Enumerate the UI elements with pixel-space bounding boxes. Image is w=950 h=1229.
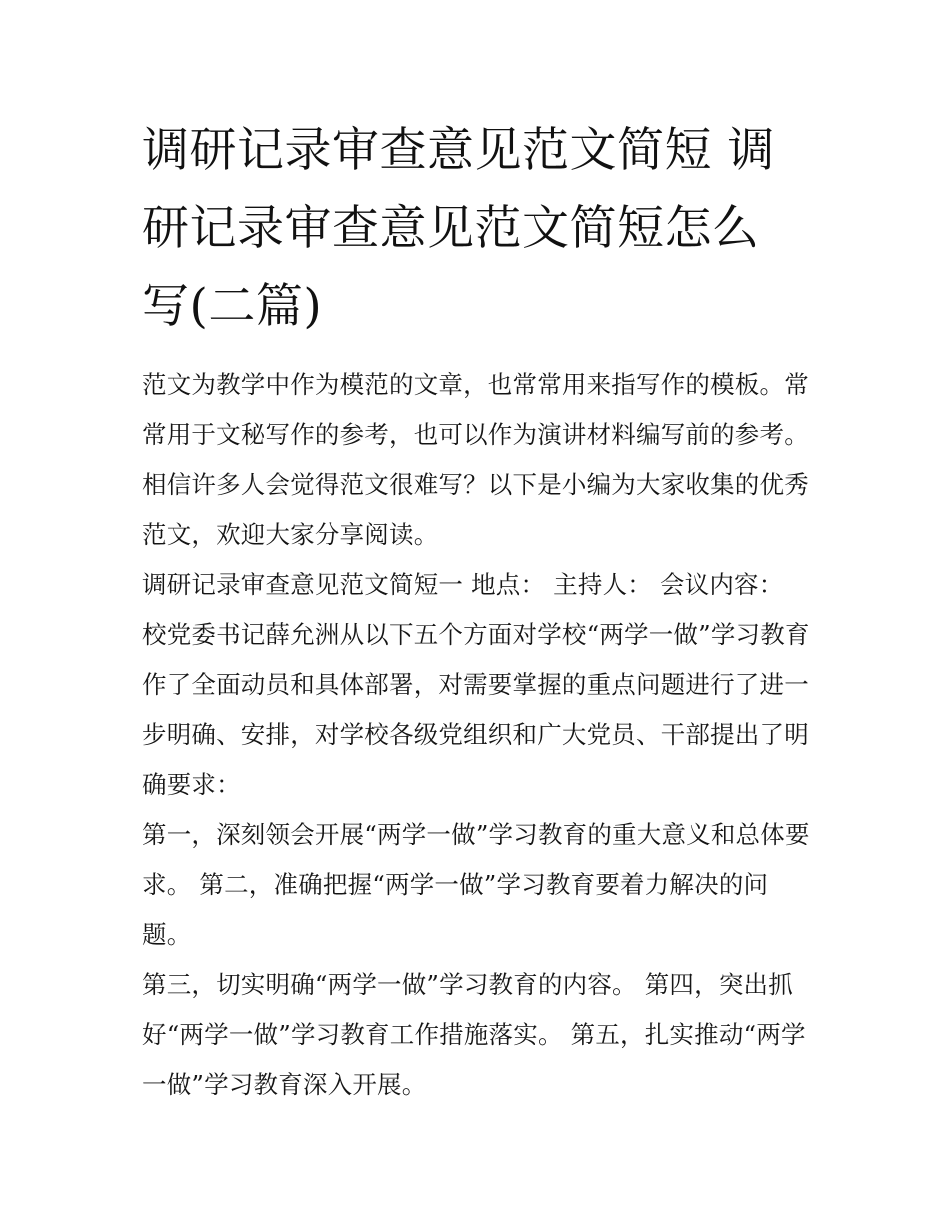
title-line: 调研记录审查意见范文简短 调 — [142, 123, 775, 178]
text-line: 相信许多人会觉得范文很难写？以下是小编为大家收集的优秀 — [142, 470, 809, 499]
title-line: 研记录审查意见范文简短怎么 — [142, 201, 760, 256]
document-title — [142, 112, 814, 346]
text-line: 常用于文秘写作的参考，也可以作为演讲材料编写前的参考。 — [142, 420, 809, 449]
text-line: 好“两学一做”学习教育工作措施落实。 第五，扎实推动“两学 — [142, 1020, 806, 1049]
document-body — [142, 112, 814, 1110]
text-line: 范文，欢迎大家分享阅读。 — [142, 520, 439, 549]
text-line: 调研记录审查意见范文简短一 地点： 主持人： 会议内容： — [142, 570, 784, 599]
text-line: 作了全面动员和具体部署，对需要掌握的重点问题进行了进一 — [142, 670, 809, 699]
text-line: 确要求： — [142, 770, 241, 799]
text-line: 步明确、安排，对学校各级党组织和广大党员、干部提出了明 — [142, 720, 809, 749]
text-line: 第一，深刻领会开展“两学一做”学习教育的重大意义和总体要 — [142, 820, 810, 849]
text-line: 题。 — [142, 920, 192, 949]
text-line: 校党委书记薛允洲从以下五个方面对学校“两学一做”学习教育 — [142, 620, 810, 649]
text-line: 范文为教学中作为模范的文章，也常常用来指写作的模板。常 — [142, 370, 809, 399]
meeting-info-paragraph — [142, 560, 814, 610]
title-line: 写(二篇) — [142, 279, 323, 334]
points-one-two-paragraph — [142, 810, 814, 960]
points-three-to-five-paragraph — [142, 960, 814, 1110]
text-line: 求。 第二，准确把握“两学一做”学习教育要着力解决的问 — [142, 870, 769, 899]
text-line: 第三，切实明确“两学一做”学习教育的内容。 第四，突出抓 — [142, 970, 793, 999]
intro-paragraph — [142, 360, 814, 560]
text-line: 一做”学习教育深入开展。 — [142, 1070, 427, 1099]
speech-summary-paragraph — [142, 610, 814, 810]
